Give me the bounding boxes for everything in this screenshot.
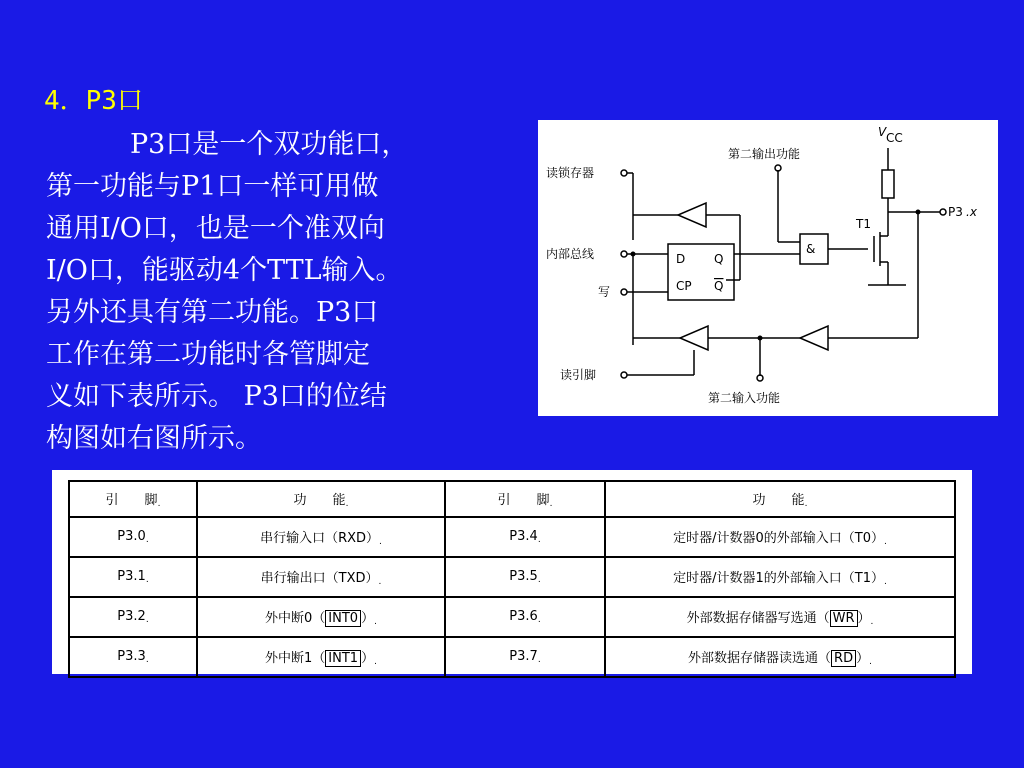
cell-function: 外部数据存储器写选通（ $\overline{WR}$ ）. bbox=[605, 597, 955, 637]
cell-pin: P3.1. bbox=[69, 557, 197, 597]
header-function-b: 功 能. bbox=[605, 481, 955, 517]
label-p3x: P3 bbox=[948, 205, 963, 219]
header-pin-b: 引 脚. bbox=[445, 481, 605, 517]
table-row bbox=[69, 637, 955, 677]
paragraph-line: 通用I/O口，也是一个准双向 bbox=[46, 213, 385, 244]
label-t1: T1 bbox=[856, 217, 871, 231]
label-second-output: 第二输出功能 bbox=[728, 147, 801, 161]
overline-signal: INT1 bbox=[325, 650, 361, 667]
label-qbar: Q bbox=[714, 279, 724, 293]
label-p3x-sub: .x bbox=[966, 205, 977, 219]
cell-pin: P3.5. bbox=[445, 557, 605, 597]
input-buffer bbox=[800, 326, 828, 350]
cell-function: 定时器/计数器1的外部输入口（T1）. bbox=[605, 557, 955, 597]
cell-pin: P3.2. bbox=[69, 597, 197, 637]
header-pin-a: 引 脚. bbox=[69, 481, 197, 517]
table-row bbox=[69, 557, 955, 597]
paragraph-line: 义如下表所示。 P3口的位结 bbox=[46, 381, 387, 412]
description-paragraph bbox=[46, 124, 516, 460]
pin-function-panel bbox=[52, 470, 972, 674]
label-vcc: V bbox=[878, 125, 887, 139]
terminal-write bbox=[621, 289, 627, 295]
paragraph-line: I/O口，能驱动4个TTL输入。 bbox=[46, 255, 403, 286]
terminal-read-pin bbox=[621, 372, 627, 378]
paragraph-line: 工作在第二功能时各管脚定 bbox=[46, 339, 370, 370]
terminal-internal-bus bbox=[621, 251, 627, 257]
cell-pin: P3.3. bbox=[69, 637, 197, 677]
paragraph-line: 另外还具有第二功能。P3口 bbox=[46, 297, 379, 328]
cell-function: 外中断1（ INT1 ）. bbox=[197, 637, 445, 677]
read-latch-buffer bbox=[678, 203, 706, 227]
output-buffer bbox=[680, 326, 708, 350]
cell-pin: P3.0. bbox=[69, 517, 197, 557]
section-heading: 4．P3口 bbox=[44, 86, 143, 116]
table-row bbox=[69, 597, 955, 637]
p3-bit-structure-diagram bbox=[538, 120, 998, 416]
cell-pin: P3.4. bbox=[445, 517, 605, 557]
header-function-a: 功 能. bbox=[197, 481, 445, 517]
cell-pin: P3.7. bbox=[445, 637, 605, 677]
cell-pin: P3.6. bbox=[445, 597, 605, 637]
label-write: 写 bbox=[598, 285, 611, 299]
table-row bbox=[69, 517, 955, 557]
circuit-svg bbox=[538, 120, 998, 416]
label-internal-bus: 内部总线 bbox=[546, 247, 595, 261]
overline-signal: $\overline{WR}$ bbox=[830, 610, 858, 627]
label-read-latch: 读锁存器 bbox=[546, 166, 595, 180]
cell-function: 串行输入口（RXD）. bbox=[197, 517, 445, 557]
cell-function: 串行输出口（TXD）. bbox=[197, 557, 445, 597]
cell-function: 外部数据存储器读选通（ $\overline{RD}$ ）. bbox=[605, 637, 955, 677]
label-second-input: 第二输入功能 bbox=[708, 391, 781, 405]
label-q: Q bbox=[714, 252, 724, 266]
label-read-pin: 读引脚 bbox=[560, 368, 597, 382]
cell-function: 定时器/计数器0的外部输入口（T0）. bbox=[605, 517, 955, 557]
terminal-p3x bbox=[940, 209, 946, 215]
table-header-row bbox=[69, 481, 955, 517]
terminal-read-latch bbox=[621, 170, 627, 176]
label-and: & bbox=[806, 242, 816, 256]
label-vcc-sub: CC bbox=[886, 131, 903, 145]
overline-signal: INT0 bbox=[325, 610, 361, 627]
cell-function: 外中断0（ INT0 ）. bbox=[197, 597, 445, 637]
paragraph-line: 构图如右图所示。 bbox=[46, 423, 262, 454]
label-d: D bbox=[676, 252, 686, 266]
paragraph-line: 第一功能与P1口一样可用做 bbox=[46, 171, 379, 202]
paragraph-line: P3口是一个双功能口， bbox=[130, 129, 409, 160]
pin-function-table bbox=[68, 480, 956, 678]
pullup-resistor bbox=[882, 170, 894, 198]
label-cp: CP bbox=[676, 279, 692, 293]
overline-signal: $\overline{RD}$ bbox=[831, 650, 856, 667]
